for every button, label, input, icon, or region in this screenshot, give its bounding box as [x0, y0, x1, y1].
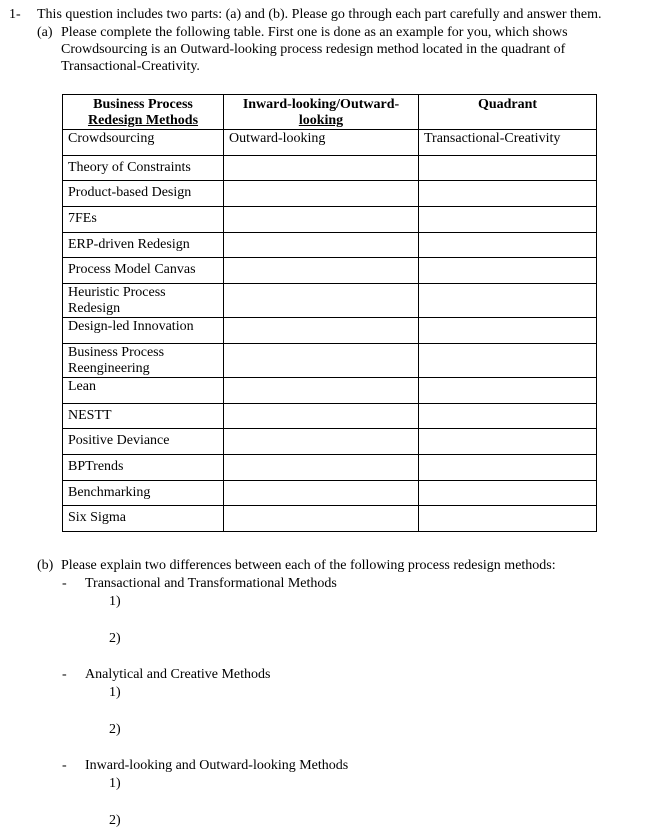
question-intro: This question includes two parts: (a) and (b). Please go through each part carefully and answer them. — [37, 7, 602, 22]
answer-number: 2) — [109, 631, 121, 646]
header-direction: Inward-looking/Outward- looking — [224, 95, 419, 130]
quadrant-cell[interactable] — [419, 377, 597, 403]
part-b-prompt: Please explain two differences between each of the following process redesign methods: — [61, 558, 556, 573]
method-cell: Process Model Canvas — [63, 258, 224, 284]
answer-number: 1) — [109, 594, 121, 609]
item-title-transactional-transformational: Transactional and Transformational Methods — [85, 576, 337, 591]
direction-cell[interactable] — [224, 480, 419, 506]
quadrant-cell[interactable]: Transactional-Creativity — [419, 130, 597, 156]
methods-table — [62, 94, 597, 532]
direction-cell[interactable] — [224, 377, 419, 403]
method-cell: Heuristic Process Redesign — [63, 284, 224, 318]
table-row — [63, 506, 597, 532]
table-row — [63, 232, 597, 258]
method-cell: ERP-driven Redesign — [63, 232, 224, 258]
part-a-marker: (a) — [37, 25, 53, 40]
method-cell: Design-led Innovation — [63, 318, 224, 344]
table-row — [63, 480, 597, 506]
question-number: 1- — [9, 7, 21, 22]
part-a-line-3: Transactional-Creativity. — [61, 59, 200, 74]
direction-cell[interactable] — [224, 207, 419, 233]
method-cell: Theory of Constraints — [63, 155, 224, 181]
direction-cell[interactable] — [224, 284, 419, 318]
direction-cell[interactable] — [224, 454, 419, 480]
header-methods: Business Process Redesign Methods — [63, 95, 224, 130]
direction-cell[interactable] — [224, 181, 419, 207]
quadrant-cell[interactable] — [419, 181, 597, 207]
part-b-marker: (b) — [37, 558, 54, 573]
method-cell: Six Sigma — [63, 506, 224, 532]
part-a-line-2: Crowdsourcing is an Outward-looking process redesign method located in the quadrant of — [61, 42, 566, 57]
quadrant-cell[interactable] — [419, 403, 597, 429]
header-quadrant: Quadrant — [419, 95, 597, 130]
answer-number: 2) — [109, 722, 121, 737]
table-row — [63, 207, 597, 233]
quadrant-cell[interactable] — [419, 318, 597, 344]
direction-cell[interactable] — [224, 258, 419, 284]
table-row — [63, 318, 597, 344]
direction-cell[interactable] — [224, 506, 419, 532]
direction-cell[interactable] — [224, 343, 419, 377]
bullet-dash: - — [62, 758, 67, 773]
bullet-dash: - — [62, 667, 67, 682]
quadrant-cell[interactable] — [419, 284, 597, 318]
quadrant-cell[interactable] — [419, 155, 597, 181]
method-cell: BPTrends — [63, 454, 224, 480]
direction-cell[interactable]: Outward-looking — [224, 130, 419, 156]
table-row — [63, 377, 597, 403]
item-title-inward-outward: Inward-looking and Outward-looking Methods — [85, 758, 349, 773]
table-header-row — [63, 95, 597, 130]
table-row — [63, 454, 597, 480]
answer-number: 1) — [109, 685, 121, 700]
quadrant-cell[interactable] — [419, 232, 597, 258]
table-row — [63, 130, 597, 156]
answer-number: 1) — [109, 776, 121, 791]
bullet-dash: - — [62, 576, 67, 591]
table-row — [63, 284, 597, 318]
direction-cell[interactable] — [224, 318, 419, 344]
direction-cell[interactable] — [224, 429, 419, 455]
quadrant-cell[interactable] — [419, 506, 597, 532]
method-cell: Benchmarking — [63, 480, 224, 506]
direction-cell[interactable] — [224, 155, 419, 181]
direction-cell[interactable] — [224, 232, 419, 258]
method-cell: Lean — [63, 377, 224, 403]
table-row — [63, 429, 597, 455]
quadrant-cell[interactable] — [419, 258, 597, 284]
quadrant-cell[interactable] — [419, 207, 597, 233]
method-cell: NESTT — [63, 403, 224, 429]
quadrant-cell[interactable] — [419, 454, 597, 480]
table-row — [63, 155, 597, 181]
quadrant-cell[interactable] — [419, 480, 597, 506]
method-cell: Business Process Reengineering — [63, 343, 224, 377]
answer-number: 2) — [109, 813, 121, 828]
table-row — [63, 181, 597, 207]
method-cell: Positive Deviance — [63, 429, 224, 455]
item-title-analytical-creative: Analytical and Creative Methods — [85, 667, 271, 682]
method-cell: Product-based Design — [63, 181, 224, 207]
table-row — [63, 403, 597, 429]
quadrant-cell[interactable] — [419, 429, 597, 455]
method-cell: 7FEs — [63, 207, 224, 233]
part-a-line-1: Please complete the following table. First one is done as an example for you, which shows — [61, 25, 568, 40]
quadrant-cell[interactable] — [419, 343, 597, 377]
method-cell: Crowdsourcing — [63, 130, 224, 156]
table-row — [63, 343, 597, 377]
direction-cell[interactable] — [224, 403, 419, 429]
table-row — [63, 258, 597, 284]
